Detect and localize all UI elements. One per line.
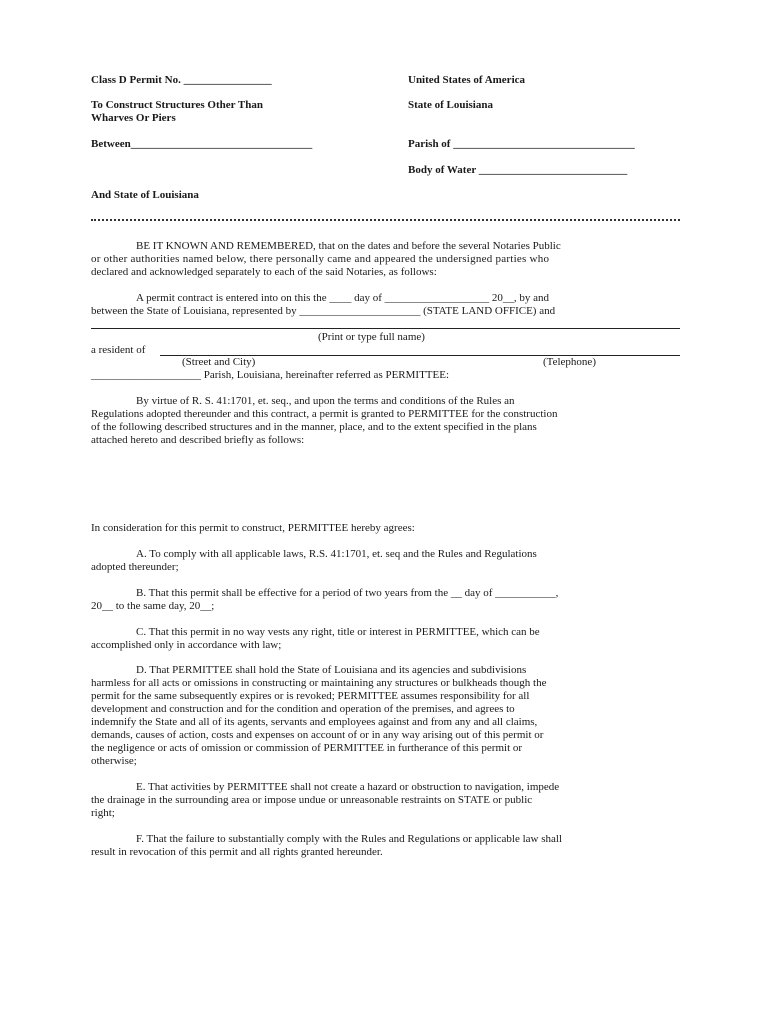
virtue-line4: attached hereto and described briefly as follows: <box>91 434 305 446</box>
street-city-caption: (Street and City) <box>182 356 256 368</box>
clause-b-line2: 20__ to the same day, 20__; <box>91 600 215 612</box>
parish-permittee-line: ____________________ Parish, Louisiana, hereinafter referred as PERMITTEE: <box>91 369 450 381</box>
body-of-water-field: Body of Water ___________________________ <box>408 164 628 176</box>
clause-d-line6: demands, causes of action, costs and expenses on account of or in any way arising out of this permit or <box>91 729 544 741</box>
state-label: State of Louisiana <box>408 99 493 111</box>
clause-c-line1: C. That this permit in no way vests any right, title or interest in PERMITTEE, which can be <box>136 626 540 638</box>
virtue-line2: Regulations adopted thereunder and this contract, a permit is granted to PERMITTEE for the construction <box>91 408 558 420</box>
full-name-line <box>91 328 680 329</box>
clause-f-line1: F. That the failure to substantially comply with the Rules and Regulations or applicable law shall <box>136 833 562 845</box>
telephone-caption: (Telephone) <box>543 356 596 368</box>
known-line3: declared and acknowledged separately to each of the said Notaries, as follows: <box>91 266 437 278</box>
clause-d-line1: D. That PERMITTEE shall hold the State of Louisiana and its agencies and subdivisions <box>136 664 527 676</box>
country-label: United States of America <box>408 74 526 86</box>
clause-d-line3: permit for the same subsequently expires or is revoked; PERMITTEE assumes responsibility for all <box>91 690 530 702</box>
clause-d-line7: the negligence or acts of omission or commission of PERMITTEE in furtherance of this permit or <box>91 742 523 754</box>
print-name-caption: (Print or type full name) <box>318 331 425 343</box>
construct-title-line1: To Construct Structures Other Than <box>91 99 263 111</box>
clause-b-line1: B. That this permit shall be effective for a period of two years from the __ day of ___________, <box>136 587 559 599</box>
contract-line2: between the State of Louisiana, represented by ______________________ (STATE LAND OFFICE) and <box>91 305 556 317</box>
clause-c-line2: accomplished only in accordance with law; <box>91 639 282 651</box>
construct-title-line2: Wharves Or Piers <box>91 112 176 124</box>
known-line2: or other authorities named below, there personally came and appeared the undersigned parties who <box>91 253 550 265</box>
known-line1: BE IT KNOWN AND REMEMBERED, that on the dates and before the several Notaries Public <box>136 240 561 252</box>
clause-d-line8: otherwise; <box>91 755 137 767</box>
clause-d-line5: indemnify the State and all of its agents, servants and employees against and from any and all claims, <box>91 716 538 728</box>
permit-number-field: Class D Permit No. ________________ <box>91 74 272 86</box>
dotted-divider <box>91 219 680 221</box>
clause-d-line4: development and construction and for the condition and operation of the premises, and agrees to <box>91 703 515 715</box>
clause-e-line3: right; <box>91 807 115 819</box>
clause-a-line1: A. To comply with all applicable laws, R.S. 41:1701, et. seq and the Rules and Regulations <box>136 548 537 560</box>
virtue-line1: By virtue of R. S. 41:1701, et. seq., and upon the terms and conditions of the Rules an <box>136 395 515 407</box>
clause-e-line2: the drainage in the surrounding area or impose undue or unreasonable restraints on STATE or public <box>91 794 533 806</box>
clause-a-line2: adopted thereunder; <box>91 561 179 573</box>
clause-d-line2: harmless for all acts or omissions in constructing or maintaining any structures or bulkheads though the <box>91 677 547 689</box>
contract-line1: A permit contract is entered into on this the ____ day of ___________________ 20__, by and <box>136 292 550 304</box>
resident-label: a resident of <box>91 344 146 356</box>
virtue-line3: of the following described structures and in the manner, place, and to the extent specified in the plans <box>91 421 537 433</box>
between-field: Between_________________________________ <box>91 138 313 150</box>
consideration-intro: In consideration for this permit to construct, PERMITTEE hereby agrees: <box>91 522 415 534</box>
parish-field: Parish of _________________________________ <box>408 138 635 150</box>
clause-f-line2: result in revocation of this permit and all rights granted hereunder. <box>91 846 383 858</box>
clause-e-line1: E. That activities by PERMITTEE shall not create a hazard or obstruction to navigation, impede <box>136 781 560 793</box>
state-party-label: And State of Louisiana <box>91 189 199 201</box>
